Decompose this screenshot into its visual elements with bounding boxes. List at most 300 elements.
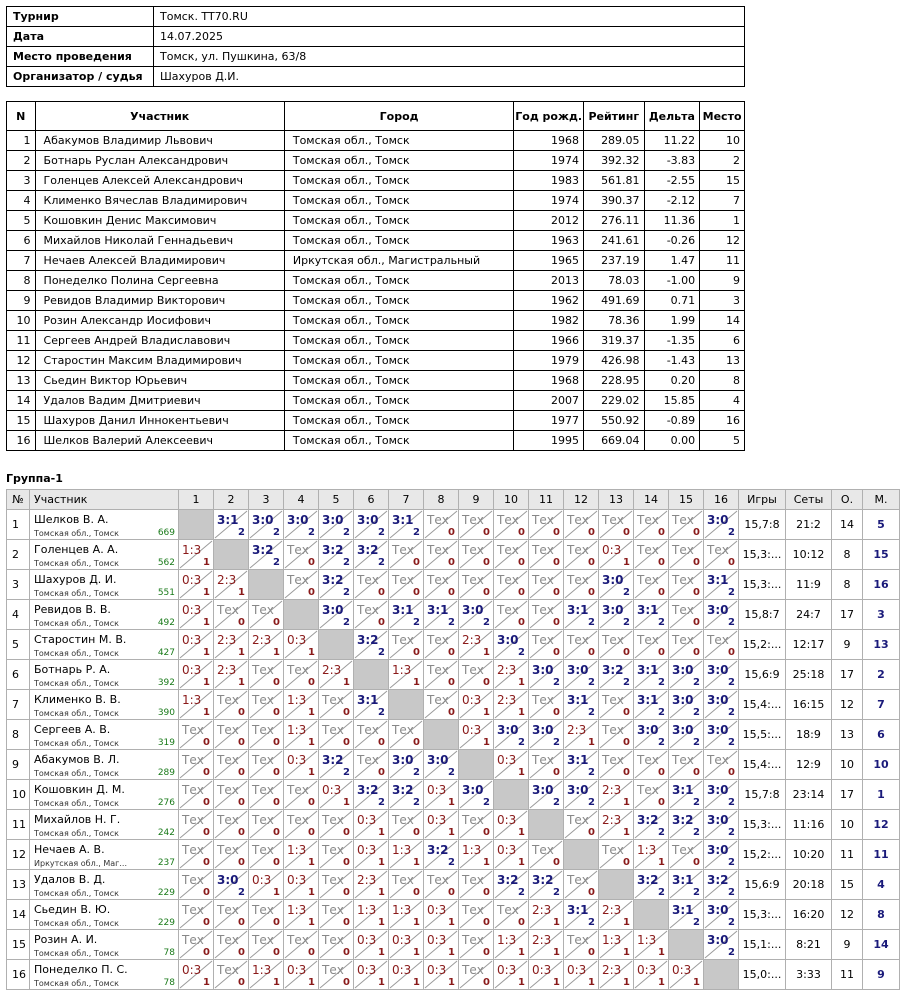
- cross-place: 14: [863, 930, 900, 960]
- cross-cell-points: 2: [658, 827, 665, 838]
- cross-cell-score: 1:3: [287, 723, 307, 737]
- participant-cell: Томская обл., Томск: [284, 351, 513, 371]
- cross-cell-score: 0:3: [287, 873, 307, 887]
- cross-cell: [424, 660, 459, 690]
- cross-cell-points: 1: [553, 947, 560, 958]
- cross-place: 10: [863, 750, 900, 780]
- cross-cell-score: 1:3: [637, 933, 657, 947]
- cross-player-name: Нечаев А. В.: [34, 843, 105, 856]
- cross-cell: [634, 840, 669, 870]
- cross-cell-score: Тех: [637, 633, 659, 647]
- cross-cell-points: 2: [518, 647, 525, 658]
- cross-row-num: 13: [7, 870, 30, 900]
- cross-cell-points: 0: [273, 737, 280, 748]
- cross-cell-points: 0: [413, 737, 420, 748]
- cross-place: 11: [863, 840, 900, 870]
- cross-cell: [459, 900, 494, 930]
- cross-cell-score: 3:1: [637, 693, 659, 707]
- cross-player: [30, 510, 179, 540]
- cross-cell-score: Тех: [182, 903, 204, 917]
- cross-cell-score: 3:0: [427, 753, 449, 767]
- cross-cell: [669, 810, 704, 840]
- participant-cell: Ботнарь Руслан Александрович: [35, 151, 284, 171]
- cross-cell-score: Тех: [217, 813, 239, 827]
- info-label: Турнир: [7, 7, 154, 27]
- participant-cell: 15: [7, 411, 36, 431]
- cross-cell-points: 2: [658, 737, 665, 748]
- cross-cell: [424, 510, 459, 540]
- cross-cell-points: 0: [273, 677, 280, 688]
- cross-cell: [529, 780, 564, 810]
- cross-cell: [599, 600, 634, 630]
- cross-cell: [599, 840, 634, 870]
- cross-cell-score: Тех: [672, 573, 694, 587]
- cross-header-opponent: 14: [634, 490, 669, 510]
- cross-player-rating: 237: [157, 858, 175, 868]
- participants-header: Город: [284, 102, 513, 131]
- cross-cell-points: 1: [483, 857, 490, 868]
- cross-row-num: 14: [7, 900, 30, 930]
- cross-cell: [494, 510, 529, 540]
- cross-cell: [704, 630, 739, 660]
- participant-cell: 15.85: [644, 391, 700, 411]
- cross-cell-score: Тех: [567, 513, 589, 527]
- cross-cell-score: Тех: [567, 573, 589, 587]
- cross-cell-score: 2:3: [602, 903, 622, 917]
- participant-cell: 241.61: [583, 231, 644, 251]
- cross-sets: 25:18: [786, 660, 832, 690]
- participant-cell: 1966: [514, 331, 584, 351]
- cross-cell-score: Тех: [602, 723, 624, 737]
- cross-cell-score: 2:3: [532, 933, 552, 947]
- cross-cell-points: 1: [203, 677, 210, 688]
- cross-cell-score: Тех: [602, 513, 624, 527]
- participant-cell: 1974: [514, 191, 584, 211]
- cross-row: [7, 630, 900, 660]
- participant-cell: 1979: [514, 351, 584, 371]
- cross-cell: [564, 600, 599, 630]
- cross-cell-points: 0: [588, 647, 595, 658]
- cross-cell: [284, 720, 319, 750]
- participant-cell: 11: [7, 331, 36, 351]
- participant-cell: 6: [700, 331, 745, 351]
- cross-header-opponent: 9: [459, 490, 494, 510]
- cross-cell: [704, 510, 739, 540]
- cross-player-rating: 427: [157, 648, 175, 658]
- cross-cell: [249, 750, 284, 780]
- cross-cell: [284, 510, 319, 540]
- cross-games: 15,1:...: [739, 930, 786, 960]
- cross-cell-self: [214, 540, 249, 570]
- cross-cell-points: 0: [308, 947, 315, 958]
- cross-cell: [669, 750, 704, 780]
- cross-player-city: Томская обл., Томск: [34, 559, 119, 568]
- cross-points: 15: [832, 870, 863, 900]
- cross-cell-score: 3:2: [532, 873, 554, 887]
- cross-cell-points: 0: [273, 767, 280, 778]
- cross-player-name: Старостин М. В.: [34, 633, 127, 646]
- participant-cell: 1: [7, 131, 36, 151]
- cross-cell-points: 2: [238, 887, 245, 898]
- cross-place: 6: [863, 720, 900, 750]
- cross-place: 2: [863, 660, 900, 690]
- cross-cell-score: Тех: [637, 513, 659, 527]
- cross-cell: [704, 930, 739, 960]
- cross-cell-points: 2: [553, 887, 560, 898]
- cross-cell: [599, 690, 634, 720]
- cross-cell-points: 1: [658, 947, 665, 958]
- cross-cell: [319, 870, 354, 900]
- cross-cell: [564, 720, 599, 750]
- cross-cell-points: 0: [553, 707, 560, 718]
- cross-cell-points: 1: [203, 647, 210, 658]
- cross-cell-points: 2: [378, 557, 385, 568]
- cross-cell: [634, 750, 669, 780]
- cross-cell-points: 2: [518, 887, 525, 898]
- cross-cell-score: 2:3: [217, 633, 237, 647]
- cross-cell-points: 0: [623, 857, 630, 868]
- cross-cell-score: 1:3: [252, 963, 272, 977]
- cross-sets: 23:14: [786, 780, 832, 810]
- participant-row: [7, 151, 745, 171]
- cross-points: 17: [832, 780, 863, 810]
- cross-cell-score: 0:3: [182, 963, 202, 977]
- cross-player-name: Ботнарь Р. А.: [34, 663, 111, 676]
- participant-cell: 669.04: [583, 431, 644, 451]
- cross-cell: [459, 690, 494, 720]
- participant-cell: -1.00: [644, 271, 700, 291]
- cross-cell-score: 3:2: [357, 633, 379, 647]
- cross-cell-score: Тех: [497, 903, 519, 917]
- cross-cell: [214, 690, 249, 720]
- cross-cell-points: 0: [343, 827, 350, 838]
- cross-cell-points: 1: [658, 977, 665, 988]
- cross-cell-points: 2: [588, 707, 595, 718]
- cross-points: 13: [832, 720, 863, 750]
- cross-cell: [354, 750, 389, 780]
- cross-cell-points: 0: [343, 707, 350, 718]
- cross-cell-score: 3:1: [392, 513, 414, 527]
- cross-cell-score: 3:0: [462, 603, 484, 617]
- cross-cell: [319, 660, 354, 690]
- cross-cell-score: 3:0: [532, 723, 554, 737]
- cross-cell: [319, 540, 354, 570]
- cross-cell-score: Тех: [182, 843, 204, 857]
- cross-cell-points: 0: [203, 887, 210, 898]
- cross-cell: [319, 690, 354, 720]
- cross-cell-points: 2: [588, 677, 595, 688]
- cross-player-city: Томская обл., Томск: [34, 679, 119, 688]
- participant-cell: 12: [700, 231, 745, 251]
- cross-cell-points: 1: [518, 827, 525, 838]
- cross-player: [30, 900, 179, 930]
- cross-points: 11: [832, 840, 863, 870]
- cross-cell-score: 2:3: [497, 693, 517, 707]
- cross-row: [7, 690, 900, 720]
- cross-cell: [494, 870, 529, 900]
- cross-cell-score: Тех: [252, 693, 274, 707]
- cross-player-rating: 551: [157, 588, 175, 598]
- cross-cell: [599, 510, 634, 540]
- participant-cell: -2.55: [644, 171, 700, 191]
- cross-cell: [354, 780, 389, 810]
- cross-cell: [214, 960, 249, 990]
- cross-player: [30, 780, 179, 810]
- participant-cell: 550.92: [583, 411, 644, 431]
- cross-cell-points: 0: [343, 947, 350, 958]
- cross-cell: [494, 930, 529, 960]
- cross-cell-points: 2: [553, 797, 560, 808]
- cross-cell: [424, 540, 459, 570]
- cross-cell-points: 1: [623, 977, 630, 988]
- cross-cell-points: 1: [448, 947, 455, 958]
- participant-cell: Томская обл., Томск: [284, 131, 513, 151]
- cross-place: 5: [863, 510, 900, 540]
- cross-points: 17: [832, 600, 863, 630]
- cross-cell-points: 0: [623, 527, 630, 538]
- cross-cell: [564, 900, 599, 930]
- participant-cell: 3: [700, 291, 745, 311]
- cross-cell: [634, 600, 669, 630]
- cross-cell-points: 2: [693, 677, 700, 688]
- participant-row: [7, 211, 745, 231]
- cross-cell-score: 3:2: [392, 783, 414, 797]
- cross-cell-score: Тех: [322, 843, 344, 857]
- cross-cell: [529, 510, 564, 540]
- participant-cell: 237.19: [583, 251, 644, 271]
- cross-sets: 11:16: [786, 810, 832, 840]
- participant-cell: -1.43: [644, 351, 700, 371]
- cross-cell: [424, 600, 459, 630]
- cross-cell: [529, 960, 564, 990]
- cross-cell: [494, 600, 529, 630]
- participant-cell: 1963: [514, 231, 584, 251]
- cross-cell: [704, 660, 739, 690]
- cross-cell: [284, 540, 319, 570]
- cross-cell-points: 0: [658, 557, 665, 568]
- cross-games: 15,4:...: [739, 750, 786, 780]
- participant-row: [7, 371, 745, 391]
- cross-player: [30, 720, 179, 750]
- cross-cell-score: Тех: [287, 813, 309, 827]
- cross-cell: [389, 930, 424, 960]
- cross-cell-points: 2: [693, 707, 700, 718]
- cross-row-num: 9: [7, 750, 30, 780]
- cross-cell-points: 2: [693, 917, 700, 928]
- cross-cell-score: Тех: [322, 963, 344, 977]
- cross-cell-points: 1: [623, 947, 630, 958]
- participant-cell: 1965: [514, 251, 584, 271]
- cross-cell-score: 0:3: [252, 873, 272, 887]
- participant-cell: 5: [700, 431, 745, 451]
- cross-cell-score: Тех: [497, 603, 519, 617]
- cross-cell-score: 3:2: [427, 843, 449, 857]
- cross-row-num: 4: [7, 600, 30, 630]
- cross-cell-points: 2: [658, 887, 665, 898]
- cross-cell-points: 1: [518, 707, 525, 718]
- cross-cell-points: 0: [658, 647, 665, 658]
- cross-cell: [564, 810, 599, 840]
- cross-place: 3: [863, 600, 900, 630]
- cross-cell: [214, 930, 249, 960]
- cross-cell-points: 0: [658, 587, 665, 598]
- participant-cell: 14: [700, 311, 745, 331]
- cross-cell-points: 1: [518, 857, 525, 868]
- info-label: Дата: [7, 27, 154, 47]
- cross-cell-points: 2: [693, 797, 700, 808]
- cross-cell: [494, 810, 529, 840]
- cross-cell: [669, 690, 704, 720]
- cross-cell-points: 2: [658, 617, 665, 628]
- cross-cell-score: 3:0: [707, 813, 729, 827]
- cross-place: 4: [863, 870, 900, 900]
- cross-cell: [424, 960, 459, 990]
- cross-cell: [249, 510, 284, 540]
- participant-cell: 229.02: [583, 391, 644, 411]
- cross-cell: [179, 870, 214, 900]
- cross-cell-score: 3:1: [357, 693, 379, 707]
- cross-cell: [179, 780, 214, 810]
- cross-cell-score: 3:1: [567, 903, 589, 917]
- cross-cell-score: Тех: [532, 543, 554, 557]
- cross-cell-points: 2: [728, 707, 735, 718]
- cross-cell: [634, 660, 669, 690]
- participant-cell: 15: [700, 171, 745, 191]
- cross-cell: [599, 930, 634, 960]
- cross-cell: [214, 720, 249, 750]
- cross-games: 15,6:9: [739, 870, 786, 900]
- cross-cell-points: 1: [238, 647, 245, 658]
- cross-cell-points: 2: [413, 527, 420, 538]
- cross-cell-score: 3:0: [357, 513, 379, 527]
- cross-cell: [214, 840, 249, 870]
- cross-cell-score: Тех: [287, 783, 309, 797]
- cross-cell: [459, 660, 494, 690]
- cross-header-opponent: 15: [669, 490, 704, 510]
- cross-cell-points: 0: [203, 737, 210, 748]
- participant-cell: 276.11: [583, 211, 644, 231]
- cross-place: 13: [863, 630, 900, 660]
- cross-cell: [669, 630, 704, 660]
- cross-cell: [354, 510, 389, 540]
- cross-cell-score: 0:3: [672, 963, 692, 977]
- participant-row: [7, 131, 745, 151]
- participant-cell: 10: [700, 131, 745, 151]
- cross-cell-points: 0: [273, 947, 280, 958]
- cross-player: [30, 960, 179, 990]
- cross-cell: [704, 570, 739, 600]
- cross-cell: [389, 570, 424, 600]
- cross-cell-points: 2: [728, 677, 735, 688]
- cross-header-opponent: 3: [249, 490, 284, 510]
- cross-cell-score: 3:1: [217, 513, 239, 527]
- cross-row-num: 7: [7, 690, 30, 720]
- cross-games: 15,7:8: [739, 510, 786, 540]
- cross-cell-score: 3:1: [567, 603, 589, 617]
- cross-cell-points: 2: [658, 707, 665, 718]
- cross-cell: [249, 840, 284, 870]
- cross-cell-score: Тех: [637, 753, 659, 767]
- cross-cell: [669, 960, 704, 990]
- cross-cell-points: 0: [203, 917, 210, 928]
- cross-cell: [319, 930, 354, 960]
- cross-cell: [669, 900, 704, 930]
- cross-cell-score: 3:0: [637, 723, 659, 737]
- cross-table: [6, 489, 900, 990]
- cross-cell: [284, 960, 319, 990]
- participant-cell: 7: [7, 251, 36, 271]
- cross-cell-points: 0: [693, 857, 700, 868]
- cross-cell: [354, 720, 389, 750]
- cross-cell-score: 3:0: [707, 933, 729, 947]
- cross-cell-score: Тех: [427, 543, 449, 557]
- cross-cell-points: 0: [588, 887, 595, 898]
- cross-cell: [214, 570, 249, 600]
- cross-cell-score: 3:1: [392, 603, 414, 617]
- cross-cell-points: 1: [413, 977, 420, 988]
- participant-cell: 7: [700, 191, 745, 211]
- cross-cell-points: 1: [203, 557, 210, 568]
- cross-cell-score: Тех: [427, 633, 449, 647]
- cross-cell: [634, 960, 669, 990]
- cross-cell-points: 0: [413, 647, 420, 658]
- cross-cell-points: 2: [308, 527, 315, 538]
- cross-sets: 10:12: [786, 540, 832, 570]
- cross-row: [7, 780, 900, 810]
- cross-cell-points: 1: [518, 947, 525, 958]
- participant-cell: Томская обл., Томск: [284, 191, 513, 211]
- cross-cell: [214, 600, 249, 630]
- cross-cell-points: 1: [483, 647, 490, 658]
- cross-cell: [179, 600, 214, 630]
- cross-cell: [354, 570, 389, 600]
- cross-cell-score: Тех: [217, 753, 239, 767]
- info-row: [7, 47, 745, 67]
- cross-player: [30, 840, 179, 870]
- cross-header-opponent: 5: [319, 490, 354, 510]
- cross-cell-points: 0: [343, 977, 350, 988]
- cross-cell-score: 2:3: [357, 873, 377, 887]
- cross-cell-score: 0:3: [497, 963, 517, 977]
- cross-header-name: Участник: [30, 490, 179, 510]
- participant-cell: 4: [7, 191, 36, 211]
- cross-cell-score: 1:3: [287, 843, 307, 857]
- cross-cell-score: Тех: [497, 543, 519, 557]
- cross-cell: [669, 720, 704, 750]
- cross-cell-points: 0: [483, 827, 490, 838]
- cross-cell-points: 0: [483, 677, 490, 688]
- cross-cell-score: 3:2: [637, 813, 659, 827]
- cross-cell-points: 0: [203, 767, 210, 778]
- cross-cell: [319, 780, 354, 810]
- participant-cell: Томская обл., Томск: [284, 271, 513, 291]
- cross-cell-points: 0: [693, 587, 700, 598]
- cross-cell-points: 0: [308, 677, 315, 688]
- cross-cell: [704, 780, 739, 810]
- cross-cell: [494, 840, 529, 870]
- cross-cell-points: 1: [448, 917, 455, 928]
- cross-cell: [634, 630, 669, 660]
- cross-cell: [284, 900, 319, 930]
- cross-cell-score: 3:0: [567, 663, 589, 677]
- cross-cell: [704, 600, 739, 630]
- participant-row: [7, 191, 745, 211]
- cross-cell-points: 0: [553, 527, 560, 538]
- cross-cell-score: 1:3: [287, 693, 307, 707]
- cross-cell: [214, 660, 249, 690]
- participant-cell: 0.71: [644, 291, 700, 311]
- participant-cell: 561.81: [583, 171, 644, 191]
